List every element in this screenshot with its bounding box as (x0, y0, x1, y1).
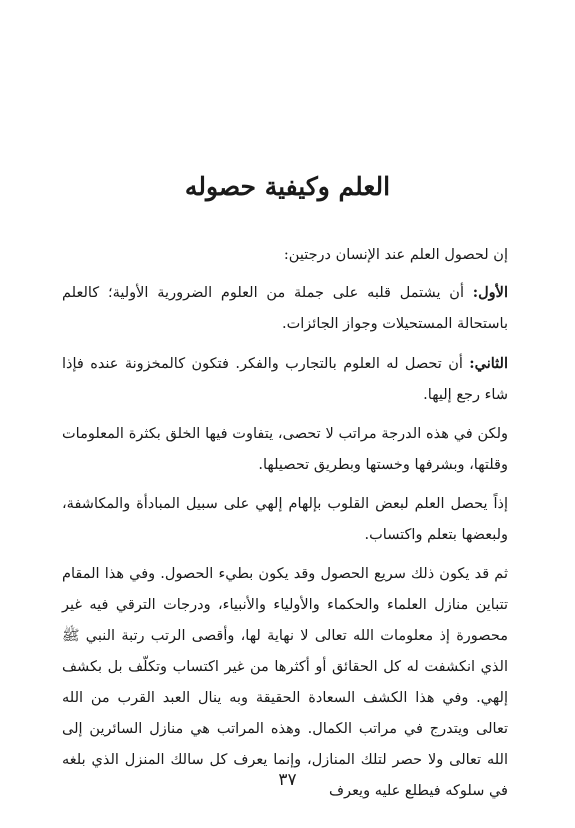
second-degree-text: أن تحصل له العلوم بالتجارب والفكر. فتكون كالمخزونة عنده فإذا شاء رجع إليها. (62, 356, 508, 403)
paragraph-inspiration: إذاً يحصل العلم لبعض القلوب بإلهام إلهي على سبيل المبادأة والمكاشفة، ولبعضها بتعلم واكتساب. (62, 496, 508, 543)
page-number: ٣٧ (278, 770, 297, 790)
first-degree-text: أن يشتمل قلبه على جملة من العلوم الضرورية الأولية؛ كالعلم باستحالة المستحيلات وجواز الجائزات. (62, 285, 508, 332)
first-degree-label: الأول: (472, 284, 508, 301)
paragraph-stations: ثم قد يكون ذلك سريع الحصول وقد يكون بطيء الحصول. وفي هذا المقام تتباين منازل العلماء والحكماء والأولياء والأنبياء، ودرجات الترقي فيه غير محصورة إذ معلومات الله تعالى لا نهاية لها، وأقصى الرتب رتبة النبي ﷺ الذي انكشفت له كل الحقائق أو أكثرها من غير اكتساب وتكلّف بل بكشف إلهي. وفي هذا الكشف السعادة الحقيقة وبه ينال العبد القرب من الله تعالى ويتدرج في مراتب الكمال. وهذه المراتب هي منازل السائرين إلى الله تعالى ولا حصر لتلك المنازل، وإنما يعرف كل سالك المنزل الذي بلغه في سلوكه فيطلع عليه ويعرف (62, 566, 508, 799)
chapter-body (62, 240, 508, 807)
second-degree-label: الثاني: (469, 355, 508, 372)
paragraph-ranks: ولكن في هذه الدرجة مراتب لا تحصى، يتفاوت فيها الخلق بكثرة المعلومات وقلتها، وبشرفها وخستها وبطريق تحصيلها. (62, 426, 508, 473)
paragraph-second-degree (62, 348, 508, 411)
chapter-title: العلم وكيفية حصوله (184, 172, 391, 201)
paragraph-first-degree (62, 277, 508, 340)
intro-paragraph: إن لحصول العلم عند الإنسان درجتين: (283, 247, 508, 263)
